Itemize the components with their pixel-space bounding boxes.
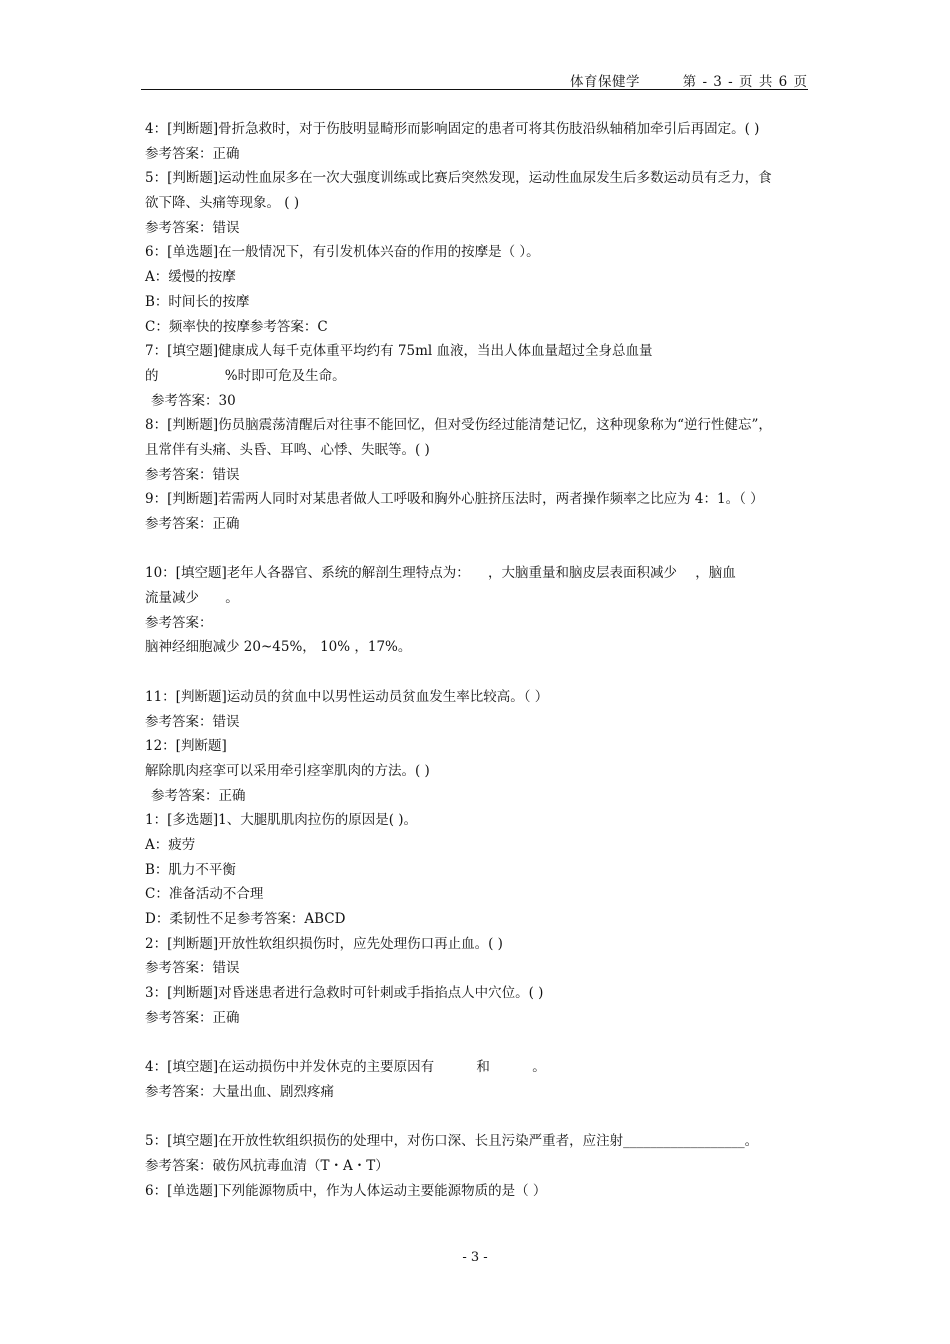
answer-line: 参考答案：破伤风抗毒血清（T・A・T） [145,1157,389,1174]
question-line: 12：[判断题] [145,738,227,755]
page-info: 第 - 3 - 页 共 6 页 [682,74,808,90]
question-line: 4：[填空题]在运动损伤中并发休克的主要原因有 和 。 [145,1059,546,1076]
question-line: 且常伴有头痛、头昏、耳鸣、心悸、失眠等。( ) [145,441,430,458]
answer-line: 参考答案： [145,614,213,631]
answer-line: 参考答案：正确 [151,787,246,804]
blank-line [145,1030,810,1055]
blank-line [145,537,810,562]
question-line: 7：[填空题]健康成人每千克体重平均约有 75ml 血液，当出人体血量超过全身总血量 [145,343,653,360]
question-line: 1：[多选题]1、大腿肌肌肉拉伤的原因是( )。 [145,812,418,829]
page-header [141,70,808,90]
blank-line [145,660,810,685]
answer-line: 参考答案：大量出血、剧烈疼痛 [145,1083,334,1100]
question-line: 解除肌肉痉挛可以采用牵引痉挛肌肉的方法。( ) [145,762,430,779]
question-line: 10：[填空题]老年人各器官、系统的解剖生理特点为： ，大脑重量和脑皮层表面积减少 ，脑血 [145,565,736,582]
question-line: 流量减少 。 [145,590,239,607]
document-title: 体育保健学 [570,74,640,90]
question-line: 4：[判断题]骨折急救时，对于伤肢明显畸形而影响固定的患者可将其伤肢沿纵轴稍加牵引后再固定。( ) [145,121,760,137]
answer-line: 参考答案：错误 [145,219,240,236]
option-line: C：准备活动不合理 [145,886,264,903]
answer-line: 参考答案：错误 [145,466,240,483]
question-line: 6：[单选题]下列能源物质中，作为人体运动主要能源物质的是（ ） [145,1182,547,1199]
answer-line: 参考答案：错误 [145,960,240,977]
option-line: D：柔韧性不足参考答案：ABCD [145,911,346,927]
option-line: A：疲劳 [145,836,196,853]
question-line: 8：[判断题]伤员脑震荡清醒后对往事不能回忆，但对受伤经过能清楚记忆，这种现象称为“逆行性健忘”， [145,417,772,434]
option-line: B：时间长的按摩 [145,293,250,310]
answer-line: 参考答案：正确 [145,1009,240,1026]
question-line: 的 %时即可危及生命。 [145,367,346,384]
question-line: 5：[判断题]运动性血尿多在一次大强度训练或比赛后突然发现，运动性血尿发生后多数运动员有乏力，食 [145,170,772,187]
question-line: 2：[判断题]开放性软组织损伤时，应先处理伤口再止血。( ) [145,935,503,952]
answer-line: 参考答案：正确 [145,516,240,532]
question-line: 9：[判断题]若需两人同时对某患者做人工呼吸和胸外心脏挤压法时，两者操作频率之比应为 4：1。（ ） [145,491,764,508]
question-line: 3：[判断题]对昏迷患者进行急救时可针刺或手指掐点人中穴位。( ) [145,985,544,1002]
answer-line: 参考答案：30 [151,392,236,409]
option-line: C：频率快的按摩参考答案：C [145,318,328,335]
question-line: 6：[单选题]在一般情况下，有引发机体兴奋的作用的按摩是（ ）。 [145,244,540,261]
answer-line: 参考答案：正确 [145,145,240,162]
blank-line [145,1105,810,1130]
question-list [145,117,810,1203]
page-footer: - 3 - [462,1250,488,1265]
option-line: A：缓慢的按摩 [145,269,236,286]
answer-line: 脑神经细胞减少 20~45%， 10% ，17%。 [145,639,412,656]
answer-line: 参考答案：错误 [145,713,240,730]
question-line: 欲下降、头痛等现象。 ( ) [145,195,300,212]
header-divider [141,89,808,90]
question-line: 11：[判断题]运动员的贫血中以男性运动员贫血发生率比较高。（ ） [145,688,549,705]
option-line: B：肌力不平衡 [145,861,236,878]
question-line: 5：[填空题]在开放性软组织损伤的处理中，对伤口深、长且污染严重者，应注射__________________。 [145,1133,759,1150]
